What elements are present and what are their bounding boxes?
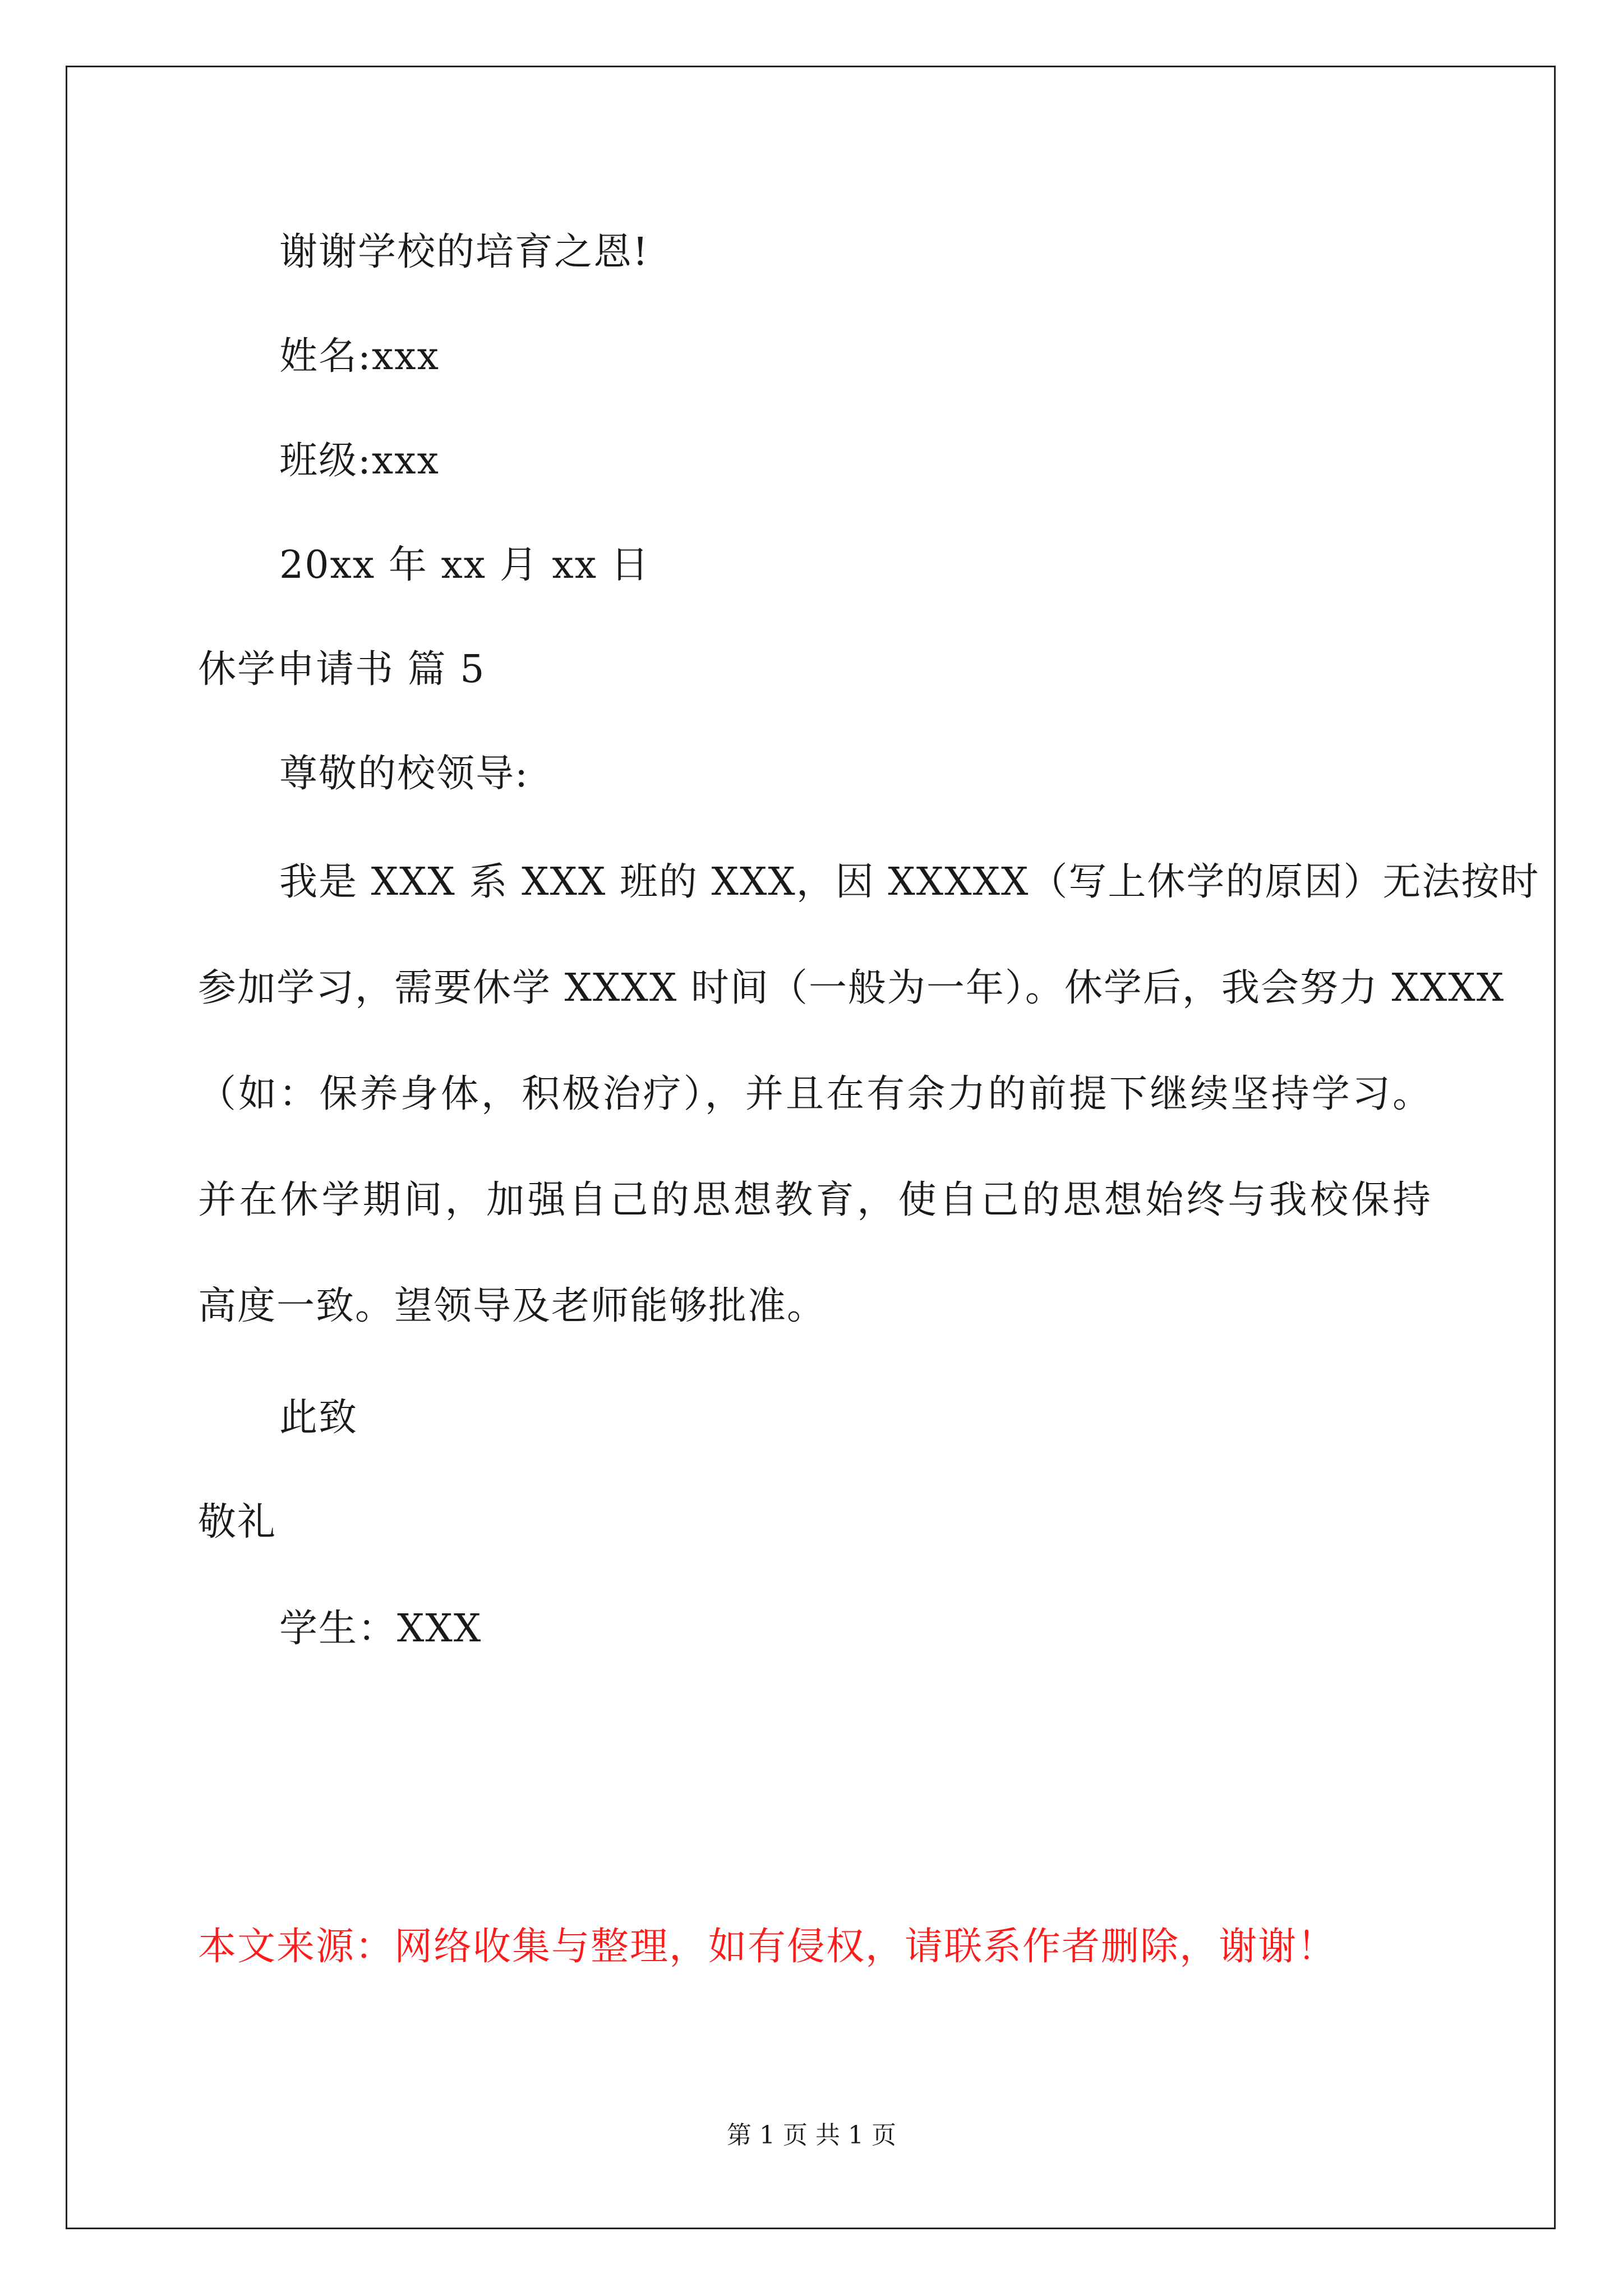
name-line: 姓名:xxx [279,334,440,379]
class-line: 班级:xxx [279,439,440,483]
thanks-line: 谢谢学校的培育之恩! [279,230,649,274]
date-line: 20xx 年 xx 月 xx 日 [279,543,650,587]
page-frame [66,66,1556,2229]
salutation: 尊敬的校领导: [279,752,529,796]
body-line: 我是 XXX 系 XXX 班的 XXX，因 XXXXX（写上休学的原因）无法按时 [279,860,1540,904]
closing-jing-li: 敬礼 [198,1500,277,1544]
signature: 学生：XXX [279,1607,482,1651]
section-title: 休学申请书 篇 5 [198,647,486,692]
body-line: 并在休学期间，加强自己的思想教育，使自己的思想始终与我校保持 [198,1178,1432,1222]
body-line: （如：保养身体，积极治疗），并且在有余力的前提下继续坚持学习。 [198,1072,1432,1116]
source-note: 本文来源：网络收集与整理，如有侵权，请联系作者删除，谢谢！ [198,1925,1337,1969]
body-line: 高度一致。望领导及老师能够批准。 [198,1284,827,1328]
page-footer: 第 1 页 共 1 页 [727,2121,896,2150]
closing-ci-zhi: 此致 [279,1396,358,1440]
body-line: 参加学习，需要休学 XXXX 时间（一般为一年）。休学后，我会努力 XXXX [198,966,1505,1010]
